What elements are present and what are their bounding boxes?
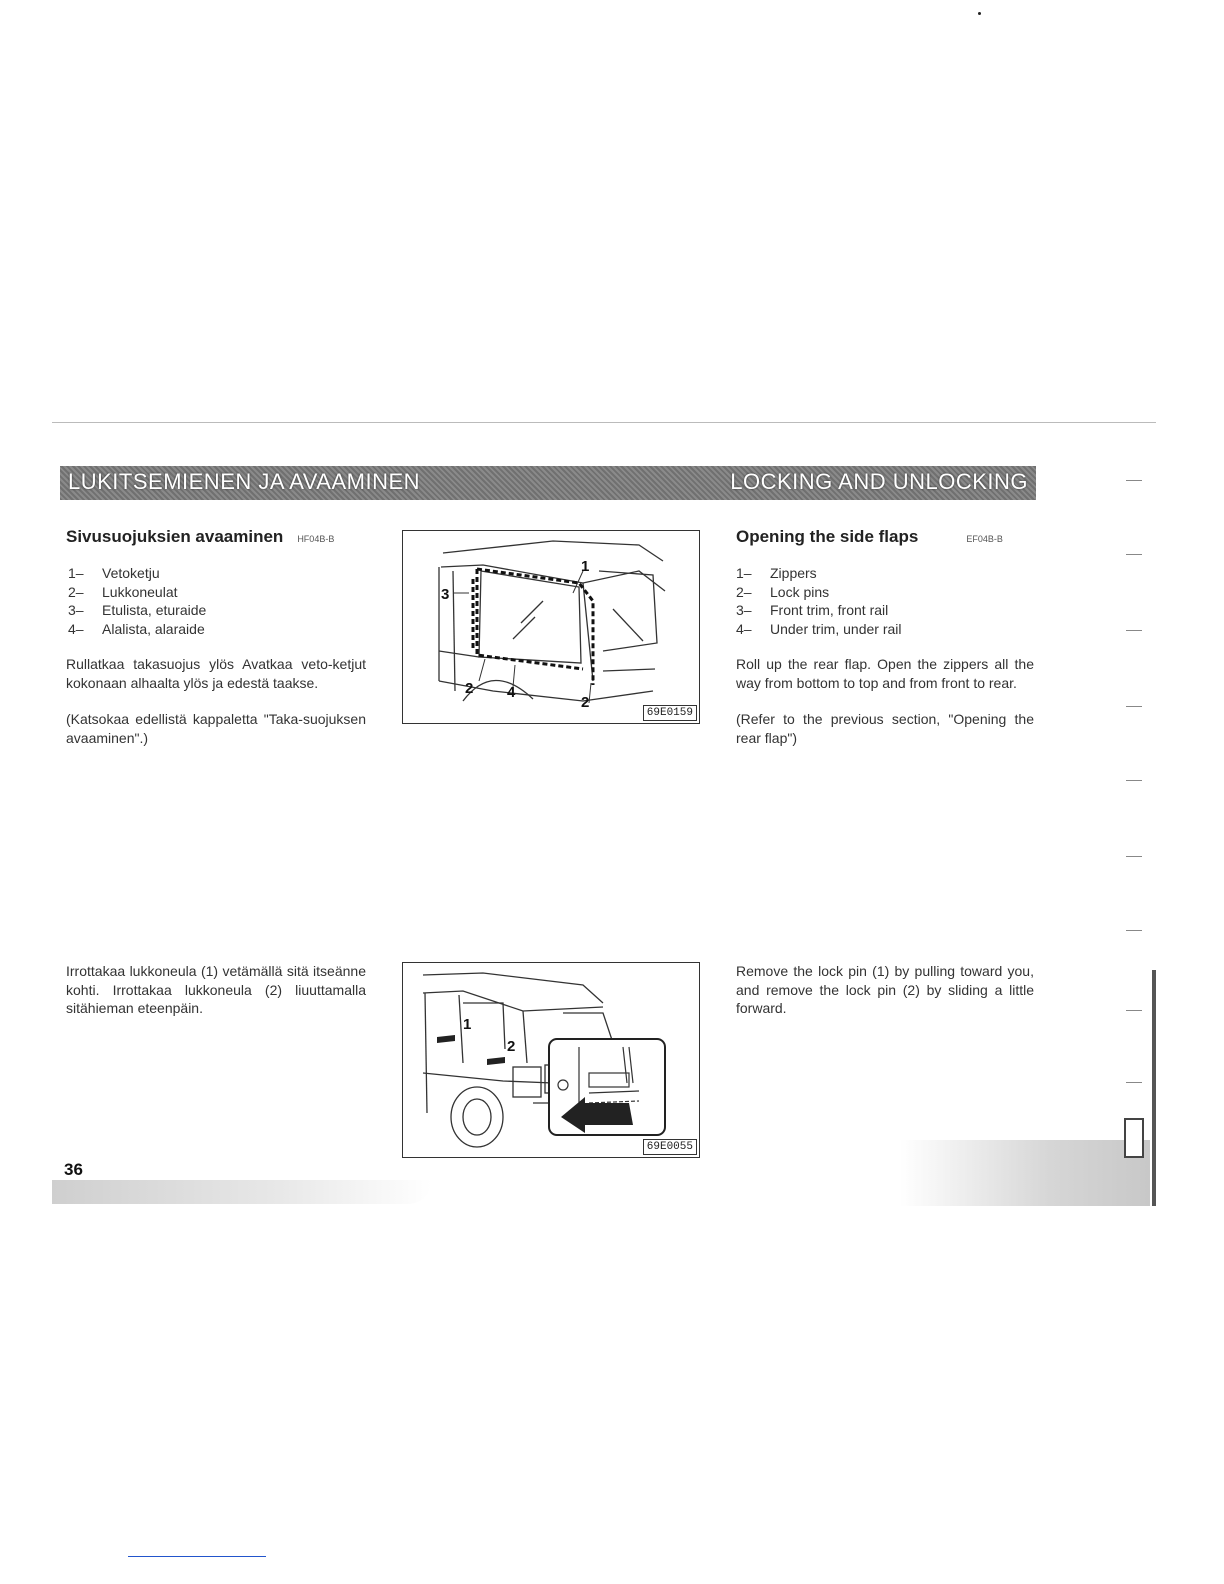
edge-tick bbox=[1126, 480, 1142, 481]
callout-1: 1 bbox=[581, 558, 590, 575]
callout-4: 4 bbox=[507, 684, 516, 701]
list-item-num: 1– bbox=[68, 565, 84, 581]
top-rule bbox=[52, 422, 1156, 423]
edge-tick bbox=[1126, 930, 1142, 931]
footer-underline bbox=[128, 1556, 266, 1557]
list-item-num: 2– bbox=[736, 583, 752, 600]
list-item bbox=[68, 620, 368, 639]
fi-paragraph-3: Irrottakaa lukkoneula (1) vetämällä sitä itseänne kohti. Irrottakaa lukkoneula (2) liuuttamalla sitähieman eteenpäin. bbox=[66, 963, 366, 1016]
list-item-num: 2– bbox=[68, 583, 84, 600]
list-item-label: Alalista, alaraide bbox=[102, 620, 205, 637]
list-item-label: Under trim, under rail bbox=[770, 620, 902, 637]
en-parts-list bbox=[736, 564, 1036, 638]
en-title-text: Opening the side flaps bbox=[736, 527, 919, 546]
edge-tick bbox=[1126, 706, 1142, 707]
figure-side-flaps bbox=[402, 530, 700, 724]
list-item-num: 3– bbox=[736, 602, 752, 618]
page-edge-block bbox=[1124, 1118, 1144, 1158]
edge-tick bbox=[1126, 554, 1142, 555]
list-item bbox=[68, 564, 368, 583]
list-item-label: Vetoketju bbox=[102, 565, 160, 581]
print-speck bbox=[978, 12, 981, 15]
edge-tick bbox=[1126, 856, 1142, 857]
list-item-num: 3– bbox=[68, 602, 84, 618]
fi-paragraph-1: Rullatkaa takasuojus ylös Avatkaa veto-ketjut kokonaan alhaalta ylös ja edestä taakse. bbox=[66, 656, 366, 691]
page-edge-bar bbox=[1152, 970, 1156, 1206]
page-number: 36 bbox=[64, 1160, 83, 1179]
figure-lock-pins bbox=[402, 962, 700, 1158]
list-item-label: Lukkoneulat bbox=[102, 583, 178, 600]
list-item-label: Zippers bbox=[770, 565, 817, 581]
en-section-title bbox=[736, 527, 1003, 547]
list-item-num: 1– bbox=[736, 565, 752, 581]
fi-section-code: HF04B-B bbox=[297, 534, 335, 544]
callout-2-left: 2 bbox=[465, 680, 474, 697]
list-item-num: 4– bbox=[68, 620, 84, 637]
list-item bbox=[736, 620, 1036, 639]
vehicle-side-flaps-illustration bbox=[403, 531, 699, 723]
en-section-code: EF04B-B bbox=[966, 534, 1003, 544]
scan-shadow-left bbox=[52, 1180, 432, 1204]
list-item bbox=[736, 564, 1036, 583]
header-title-en: LOCKING AND UNLOCKING bbox=[730, 469, 1028, 494]
figure-code: 69E0055 bbox=[643, 1139, 697, 1155]
en-paragraph-3: Remove the lock pin (1) by pulling toward you, and remove the lock pin (2) by sliding a little forward. bbox=[736, 963, 1034, 1016]
list-item-num: 4– bbox=[736, 620, 752, 637]
fi-section-title bbox=[66, 527, 334, 547]
en-paragraph-1: Roll up the rear flap. Open the zippers all the way from bottom to top and from front to rear. bbox=[736, 656, 1034, 691]
figure-code: 69E0159 bbox=[643, 705, 697, 721]
edge-tick bbox=[1126, 780, 1142, 781]
fi-paragraph-2: (Katsokaa edellistä kappaletta "Taka-suojuksen avaaminen".) bbox=[66, 711, 366, 746]
scan-shadow-right bbox=[900, 1140, 1150, 1206]
list-item bbox=[736, 583, 1036, 602]
callout-1: 1 bbox=[463, 1016, 472, 1033]
en-paragraph-2: (Refer to the previous section, "Opening the rear flap") bbox=[736, 711, 1034, 746]
edge-tick bbox=[1126, 1082, 1142, 1083]
list-item bbox=[68, 583, 368, 602]
callout-2: 2 bbox=[507, 1038, 516, 1055]
page-edge-marks bbox=[1124, 470, 1154, 1210]
fi-parts-list bbox=[68, 564, 368, 638]
header-title-fi: LUKITSEMIENEN JA AVAAMINEN bbox=[68, 469, 421, 494]
list-item bbox=[68, 601, 368, 620]
edge-tick bbox=[1126, 630, 1142, 631]
list-item-label: Etulista, eturaide bbox=[102, 602, 207, 618]
vehicle-lock-pins-illustration bbox=[403, 963, 699, 1157]
list-item bbox=[736, 601, 1036, 620]
list-item-label: Front trim, front rail bbox=[770, 602, 889, 618]
list-item-label: Lock pins bbox=[770, 583, 830, 600]
edge-tick bbox=[1126, 1010, 1142, 1011]
callout-2-right: 2 bbox=[581, 694, 590, 711]
callout-3: 3 bbox=[441, 586, 450, 603]
fi-title-text: Sivusuojuksien avaaminen bbox=[66, 527, 284, 546]
section-header-band bbox=[60, 466, 1036, 500]
